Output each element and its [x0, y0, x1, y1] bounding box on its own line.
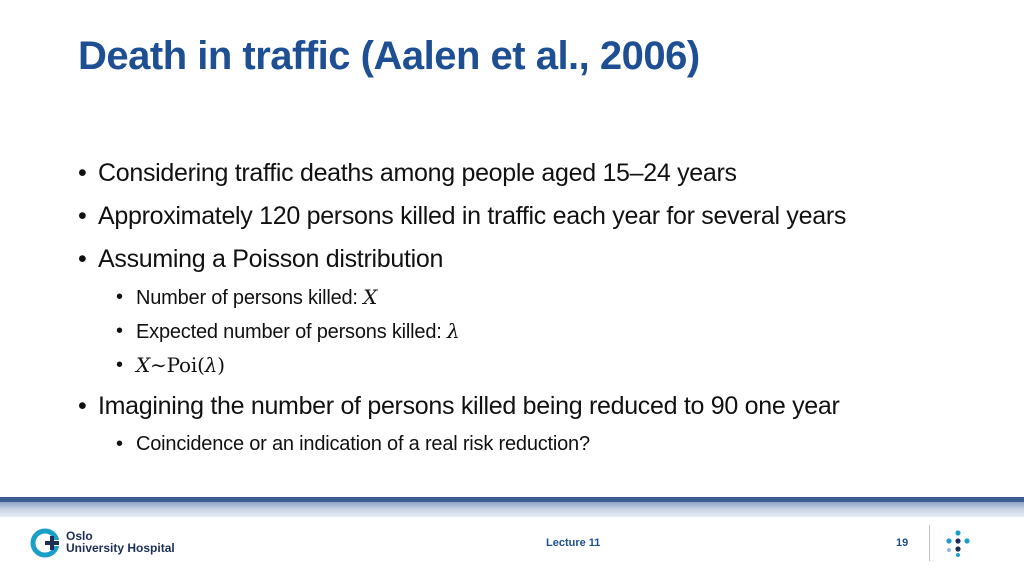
hospital-logo — [30, 526, 180, 560]
math-poi: Poi( — [166, 353, 205, 377]
dots-grid-icon — [944, 529, 972, 557]
hospital-logo-text — [66, 530, 175, 554]
sub-bullet-text: Coincidence or an indication of a real risk reduction? — [136, 433, 590, 455]
sub-bullet-dot: • — [116, 433, 123, 455]
bullet-text: Imagining the number of persons killed being reduced to 90 one year — [98, 392, 840, 420]
logo-line-2: University Hospital — [66, 541, 175, 555]
footer-divider — [929, 525, 930, 561]
lecture-label: Lecture 11 — [546, 537, 601, 549]
bullet-dot: • — [78, 202, 87, 230]
sub-bullet-item — [78, 349, 978, 383]
sub-bullet-text: Expected number of persons killed: — [136, 321, 447, 343]
math-close-paren: ) — [217, 353, 225, 377]
sub-bullet-item — [78, 428, 978, 461]
math-variable-x: X — [136, 353, 151, 377]
bullet-dot: • — [78, 245, 87, 273]
sub-bullet-item — [78, 315, 978, 349]
bullet-item — [78, 385, 978, 428]
hospital-logo-icon — [30, 526, 64, 560]
bullet-item — [78, 195, 978, 238]
sub-bullet-dot: • — [116, 354, 123, 376]
bullet-text: Approximately 120 persons killed in traffic each year for several years — [98, 202, 847, 230]
math-variable-lambda: λ — [204, 353, 218, 377]
math-variable-lambda: λ — [446, 319, 460, 343]
page-number: 19 — [896, 537, 909, 549]
sub-bullet-text: Number of persons killed: — [136, 287, 364, 309]
sub-bullet-dot: • — [116, 286, 123, 308]
bullet-item — [78, 238, 978, 281]
footer-band — [0, 497, 1024, 517]
bullet-text: Considering traffic deaths among people aged 15–24 years — [98, 159, 737, 187]
bullet-text: Assuming a Poisson distribution — [98, 245, 444, 273]
math-variable-x: X — [363, 285, 378, 309]
bullet-dot: • — [78, 392, 87, 420]
bullet-item — [78, 152, 978, 195]
sub-bullet-dot: • — [116, 320, 123, 342]
logo-line-1: Oslo — [66, 529, 93, 543]
bullet-dot: • — [78, 159, 87, 187]
slide-body — [78, 152, 978, 461]
sub-bullet-item — [78, 281, 978, 315]
math-tilde: ∼ — [150, 353, 167, 377]
slide-title: Death in traffic (Aalen et al., 2006) — [78, 34, 700, 78]
